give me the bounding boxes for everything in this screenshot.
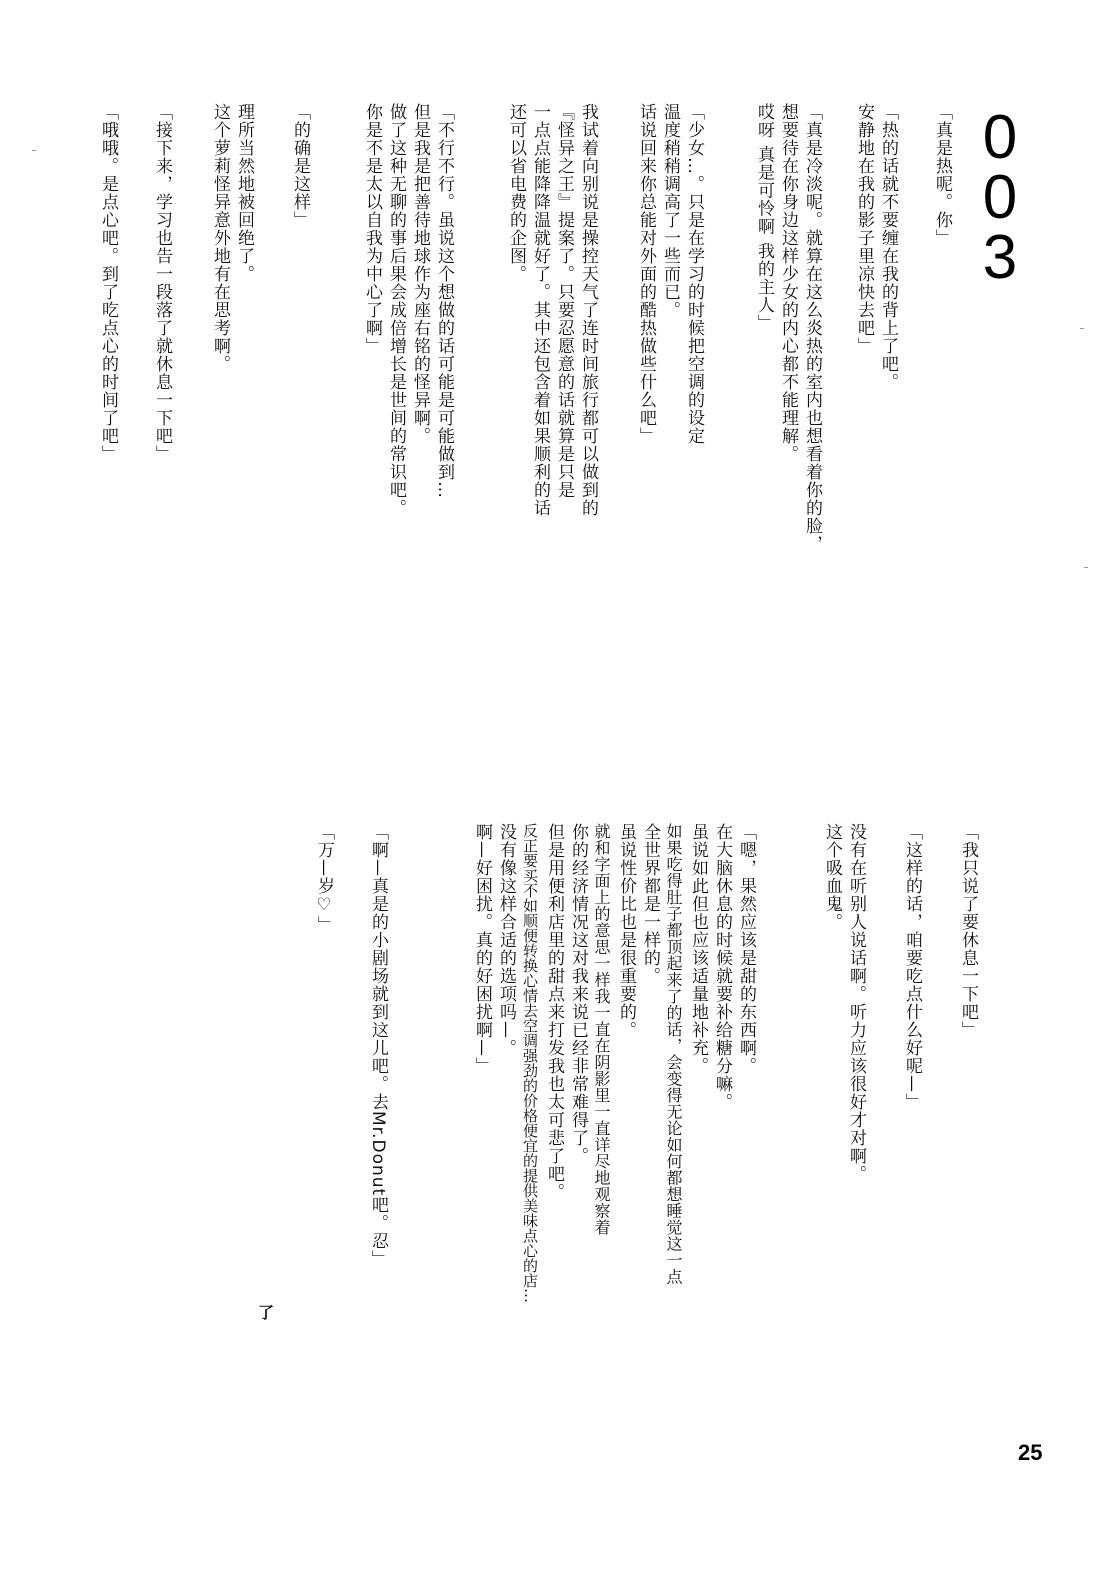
text-column: 「哦哦。是点心吧。到了吃点心的时间了吧」: [98, 103, 118, 463]
chapter-number: 003: [982, 103, 1018, 292]
text-column: 「万—岁♡」: [314, 823, 334, 934]
text-column: 「少女…。只是在学习的时候把空调的设定: [684, 103, 704, 445]
text-column: 你的经济情况这对我来说已经非常难得了。: [568, 823, 588, 1165]
stray-character: 了: [258, 1303, 275, 1322]
text-column: 一点点能降降温就好了。其中还包含着如果顺利的话: [530, 103, 550, 517]
text-column: 想要待在你身边这样少女的内心都不能理解。: [778, 103, 798, 463]
text-column: 就和字面上的意思一样我一直在阴影里一直详尽地观察着: [592, 823, 611, 1236]
text-column: 这个吸血鬼。: [822, 823, 842, 931]
text-column: 如果吃得肚子都顶起来了的话，会变得无论如何都想睡觉这一点: [664, 823, 683, 1285]
text-column: 做了这种无聊的事后果会成倍增长是世间的常识吧。: [386, 103, 406, 517]
text-column: 「热的话就不要缠在我的背上了吧。: [878, 103, 898, 391]
text-column: 『怪异之王』提案了。只要忍愿意的话就算是只是: [554, 103, 574, 499]
text-column: 这个萝莉怪异意外地有在思考啊。: [210, 103, 230, 373]
text-column: 但是用便利店里的甜点来打发我也太可悲了吧。: [544, 823, 564, 1201]
text-column: 「的确是这样」: [290, 103, 310, 229]
text-column: 虽说性价比也是很重要的。: [616, 823, 636, 1039]
scan-mark: [1080, 328, 1084, 329]
text-column: 没有在听别人说话啊。听力应该很好才对啊。: [846, 823, 866, 1183]
text-column: 「嗯，果然应该是甜的东西啊。: [736, 823, 756, 1075]
text-column: 我试着向别说是操控天气了连时间旅行都可以做到的: [578, 103, 598, 517]
text-column: 「不行不行。虽说这个想做的话可能是可能做到…: [434, 103, 454, 499]
text-column: 「接下来，学习也告一段落了就休息一下吧」: [152, 103, 172, 463]
text-column: 虽说如此但也应该适量地补充。: [688, 823, 708, 1075]
text-column: 「真是冷淡呢。就算在这么炎热的室内也想看着你的脸，: [802, 103, 822, 553]
scan-mark: [32, 150, 36, 151]
text-column: 全世界都是一样的。: [640, 823, 660, 985]
text-column: 但是我是把善待地球作为座右铭的怪异啊。: [410, 103, 430, 445]
text-column: 你是不是太以自我为中心了啊」: [362, 103, 382, 355]
text-column: 话说回来你总能对外面的酷热做些什么吧」: [636, 103, 656, 445]
text-column: 安静地在我的影子里凉快去吧」: [854, 103, 874, 355]
text-column: 反正要买不如顺便转换心情去空调强劲的价格便宜的提供美味点心的店…: [521, 823, 539, 1303]
text-column: 「啊—真是的小剧场就到这儿吧。去Mr.Donut吧。忍」: [368, 823, 388, 1269]
text-column: 理所当然地被回绝了。: [234, 103, 254, 283]
text-column: 啊—好困扰。真的好困扰啊—」: [472, 823, 492, 1075]
text-column: 没有像这样合适的选项吗—。: [496, 823, 516, 1057]
text-column: 在大脑休息的时候就要补给糖分嘛。: [712, 823, 732, 1111]
text-column: 「真是热呢。你」: [932, 103, 952, 247]
page-number: 25: [1018, 1440, 1043, 1465]
text-column: 「这样的话，咱要吃点什么好呢—」: [902, 823, 922, 1111]
scan-mark: [1084, 567, 1088, 568]
text-column: 哎呀 真是可怜啊 我的主人」: [754, 103, 774, 332]
text-column: 「我只说了要休息一下吧」: [958, 823, 978, 1039]
text-column: 还可以省电费的企图。: [506, 103, 526, 283]
text-column: 温度稍稍调高了一些而已。: [660, 103, 680, 319]
